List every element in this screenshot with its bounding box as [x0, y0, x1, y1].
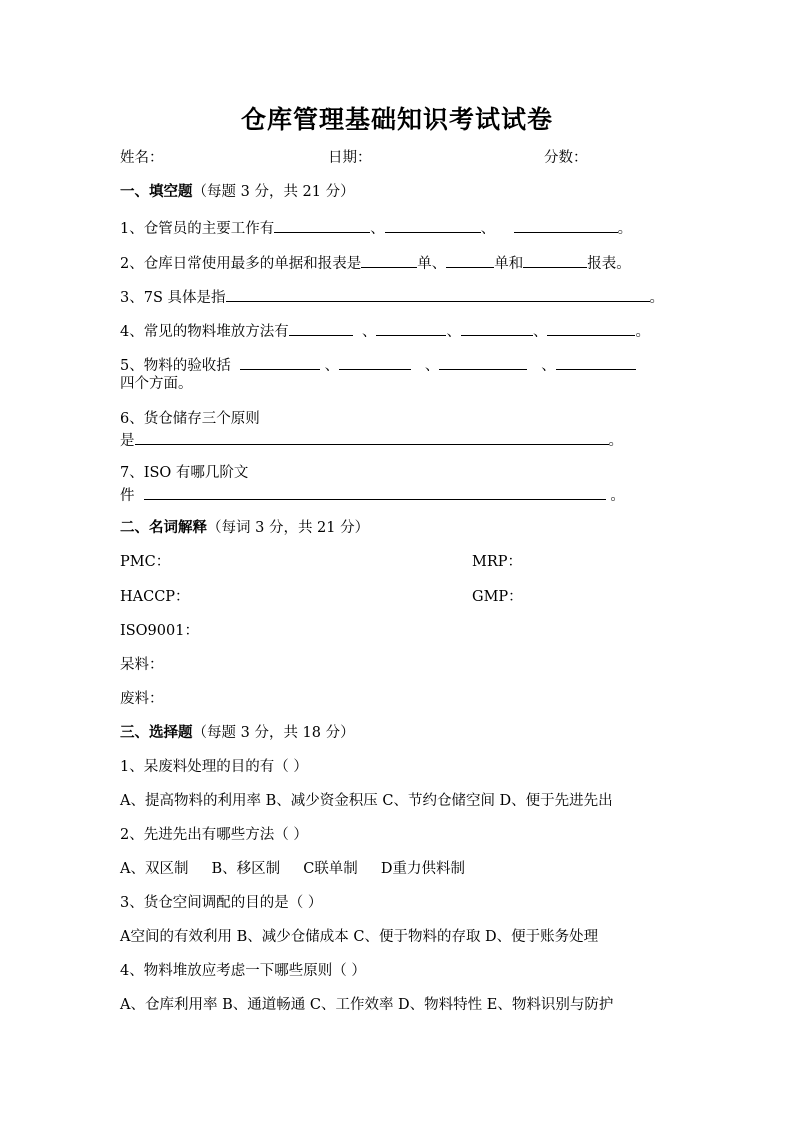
blank[interactable]: [556, 355, 636, 370]
term-dull-material: 呆料：: [120, 657, 164, 673]
blank[interactable]: [446, 253, 494, 268]
question-3-3-options: A空间的有效利用 B、减少仓储成本 C、便于物料的存取 D、便于账务处理: [120, 929, 599, 945]
question-1-2: [120, 253, 631, 273]
question-1-6-answer: [120, 430, 623, 450]
answer-prefix: 件: [120, 488, 135, 504]
name-label: 姓名：: [120, 150, 164, 166]
separator: 、: [480, 221, 496, 237]
question-3-1: 1、呆废料处理的目的有（ ）: [120, 759, 308, 775]
question-text: 2、仓库日常使用最多的单据和报表是: [120, 256, 362, 272]
term-mrp: MRP：: [472, 554, 523, 570]
separator: 、: [532, 324, 548, 340]
question-1-5-continued: 四个方面。: [120, 376, 193, 392]
blank[interactable]: [361, 253, 417, 268]
blank[interactable]: [135, 430, 609, 445]
term-haccp: HACCP：: [120, 589, 190, 605]
separator: 、: [424, 358, 440, 374]
period: 。: [649, 290, 664, 306]
question-3-4: 4、物料堆放应考虑一下哪些原则（ ）: [120, 963, 366, 979]
section1-heading: [120, 183, 355, 201]
section3-heading: [120, 724, 355, 742]
date-label: 日期：: [328, 150, 372, 166]
section3-note: （每题 3 分，共 18 分）: [192, 725, 355, 741]
separator: 、: [541, 358, 556, 374]
blank[interactable]: [439, 355, 527, 370]
blank[interactable]: [547, 321, 635, 336]
question-text: 4、常见的物料堆放方法有: [120, 324, 289, 340]
section3-title: 三、选择题: [120, 725, 193, 741]
separator: 、: [361, 324, 377, 340]
suffix: 报表。: [587, 256, 631, 272]
blank[interactable]: [385, 218, 481, 233]
period: 。: [608, 433, 623, 449]
term-pmc: PMC：: [120, 554, 171, 570]
blank[interactable]: [226, 287, 650, 302]
section1-title: 一、填空题: [120, 184, 193, 200]
question-1-7-answer: [120, 485, 625, 505]
blank[interactable]: [461, 321, 533, 336]
separator: 、: [446, 324, 461, 340]
question-1-1: [120, 218, 632, 238]
blank[interactable]: [376, 321, 446, 336]
suffix: 单、: [417, 256, 447, 272]
section2-note: （每词 3 分，共 21 分）: [207, 520, 370, 536]
blank[interactable]: [144, 485, 606, 500]
question-1-5: [120, 355, 636, 375]
question-3-2-options: A、双区制 B、移区制 C联单制 D重力供料制: [120, 861, 465, 877]
page-title: 仓库管理基础知识考试试卷: [240, 105, 553, 134]
score-label: 分数：: [544, 150, 588, 166]
blank[interactable]: [339, 355, 411, 370]
question-1-7: 7、ISO 有哪几阶文: [120, 465, 249, 481]
blank[interactable]: [240, 355, 320, 370]
blank[interactable]: [523, 253, 587, 268]
section2-title: 二、名词解释: [120, 520, 207, 536]
question-1-4: [120, 321, 650, 341]
question-text: 3、7S 具体是指: [120, 290, 226, 306]
question-3-2: 2、先进先出有哪些方法（ ）: [120, 827, 308, 843]
blank[interactable]: [289, 321, 353, 336]
question-text: 5、物料的验收括: [120, 358, 231, 374]
term-iso9001: ISO9001：: [120, 623, 199, 639]
term-scrap-material: 废料：: [120, 691, 164, 707]
question-text: 1、仓管员的主要工作有: [120, 221, 275, 237]
question-1-3: [120, 287, 664, 307]
blank[interactable]: [274, 218, 370, 233]
blank[interactable]: [514, 218, 618, 233]
term-gmp: GMP：: [472, 589, 523, 605]
suffix: 单和: [494, 256, 524, 272]
answer-prefix: 是: [120, 433, 135, 449]
period: 。: [610, 488, 625, 504]
question-3-1-options: A、提高物料的利用率 B、减少资金积压 C、节约仓储空间 D、便于先进先出: [120, 793, 613, 809]
question-1-6: 6、货仓储存三个原则: [120, 411, 260, 427]
question-3-3: 3、货仓空间调配的目的是（ ）: [120, 895, 323, 911]
separator: 、: [324, 358, 340, 374]
separator: 、: [370, 221, 385, 237]
period: 。: [617, 221, 633, 237]
section1-note: （每题 3 分，共 21 分）: [192, 184, 355, 200]
section2-heading: [120, 519, 369, 537]
period: 。: [635, 324, 650, 340]
question-3-4-options: A、仓库利用率 B、通道畅通 C、工作效率 D、物料特性 E、物料识别与防护: [120, 997, 614, 1013]
